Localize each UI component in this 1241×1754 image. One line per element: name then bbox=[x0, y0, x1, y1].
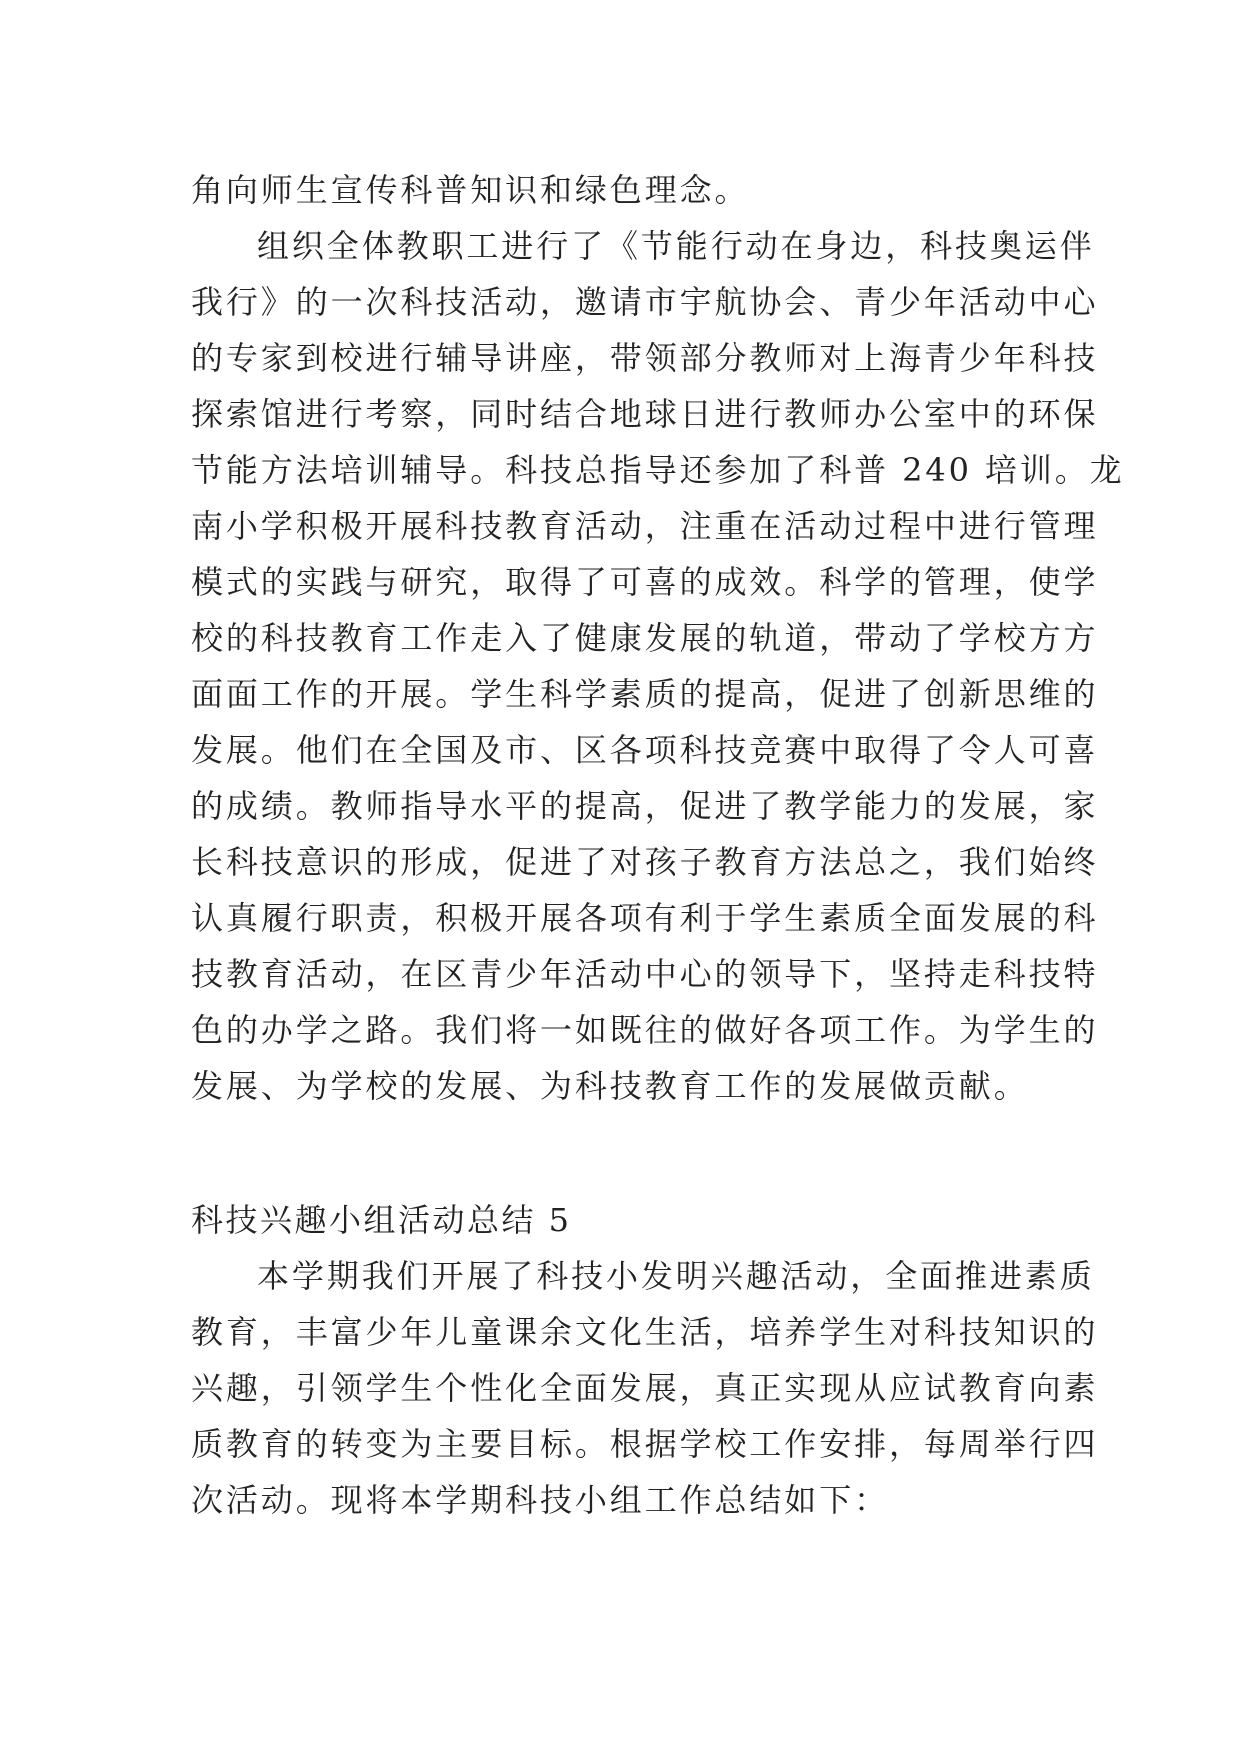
text-line: 探索馆进行考察，同时结合地球日进行教师办公室中的环保 bbox=[191, 395, 1099, 433]
text-line: 校的科技教育工作走入了健康发展的轨道，带动了学校方方 bbox=[191, 619, 1099, 657]
text-line: 本学期我们开展了科技小发明兴趣活动，全面推进素质 bbox=[257, 1257, 1095, 1295]
text-line: 节能方法培训辅导。科技总指导还参加了科普 240 培训。龙 bbox=[191, 451, 1125, 489]
text-line: 南小学积极开展科技教育活动，注重在活动过程中进行管理 bbox=[191, 507, 1099, 545]
text-line: 质教育的转变为主要目标。根据学校工作安排，每周举行四 bbox=[191, 1425, 1099, 1463]
document-page bbox=[191, 0, 1125, 1754]
text-line: 面面工作的开展。学生科学素质的提高，促进了创新思维的 bbox=[191, 675, 1099, 713]
text-line: 次活动。现将本学期科技小组工作总结如下： bbox=[191, 1481, 890, 1519]
text-line: 的专家到校进行辅导讲座，带领部分教师对上海青少年科技 bbox=[191, 339, 1099, 377]
text-line: 组织全体教职工进行了《节能行动在身边，科技奥运伴 bbox=[257, 227, 1095, 265]
text-line: 发展。他们在全国及市、区各项科技竞赛中取得了令人可喜 bbox=[191, 731, 1099, 769]
text-line: 教育，丰富少年儿童课余文化生活，培养学生对科技知识的 bbox=[191, 1313, 1099, 1351]
text-line: 的成绩。教师指导水平的提高，促进了教学能力的发展，家 bbox=[191, 787, 1099, 825]
text-line: 角向师生宣传科普知识和绿色理念。 bbox=[191, 171, 750, 209]
section-heading: 科技兴趣小组活动总结 5 bbox=[191, 1201, 572, 1239]
text-line: 模式的实践与研究，取得了可喜的成效。科学的管理，使学 bbox=[191, 563, 1099, 601]
text-line: 兴趣，引领学生个性化全面发展，真正实现从应试教育向素 bbox=[191, 1369, 1099, 1407]
text-line: 长科技意识的形成，促进了对孩子教育方法总之，我们始终 bbox=[191, 843, 1099, 881]
text-line: 技教育活动，在区青少年活动中心的领导下，坚持走科技特 bbox=[191, 955, 1099, 993]
text-line: 我行》的一次科技活动，邀请市宇航协会、青少年活动中心 bbox=[191, 283, 1099, 321]
text-line: 发展、为学校的发展、为科技教育工作的发展做贡献。 bbox=[191, 1067, 1029, 1105]
text-line: 认真履行职责，积极开展各项有利于学生素质全面发展的科 bbox=[191, 899, 1099, 937]
text-line: 色的办学之路。我们将一如既往的做好各项工作。为学生的 bbox=[191, 1011, 1099, 1049]
